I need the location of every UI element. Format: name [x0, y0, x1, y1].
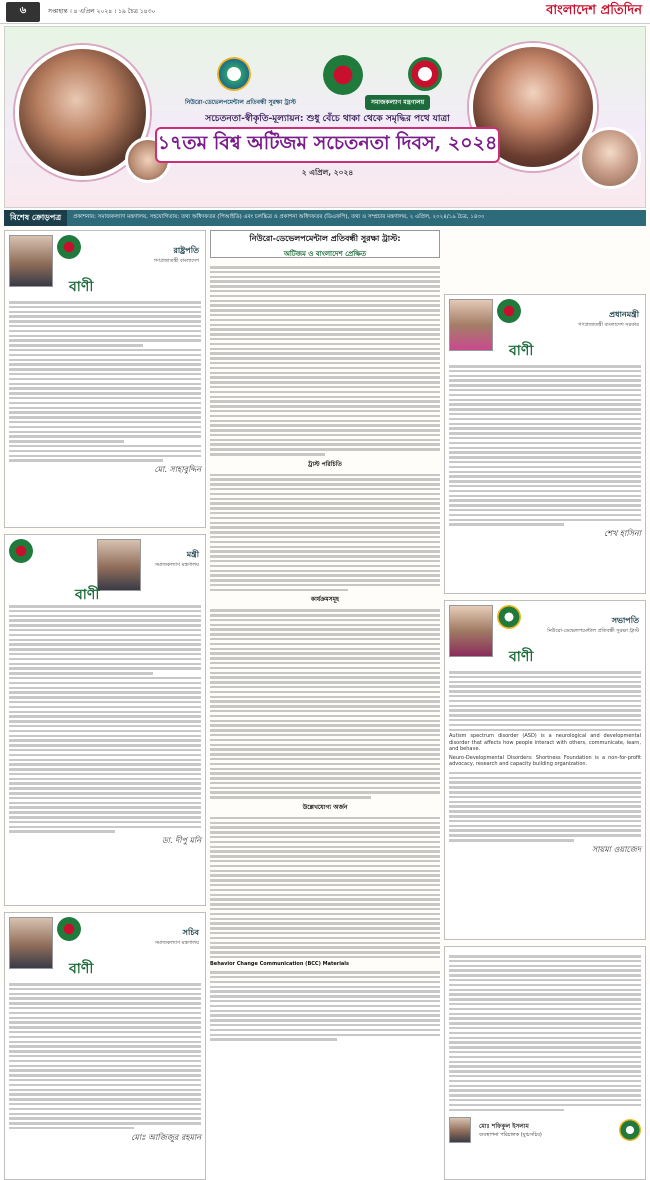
trust-label: নিউরো-ডেভেলপমেন্টাল প্রতিবন্ধী সুরক্ষা ট্রাস্ট [185, 99, 296, 106]
govt-seal-icon [57, 235, 81, 259]
activities-body [449, 955, 641, 1111]
message-role-sub: সমাজকল্যাণ মন্ত্রণালয় [154, 562, 199, 568]
message-body [9, 983, 201, 1129]
trust-logo-icon [619, 1119, 641, 1141]
md-portrait [449, 1117, 471, 1143]
section-heading: ট্রাস্ট পরিচিতি [308, 460, 342, 468]
right-column [444, 230, 646, 1138]
message-signature: সায়মা ওয়াজেদ [591, 844, 641, 854]
main-title: ১৭তম বিশ্ব অটিজম সচেতনতা দিবস, ২০২৪ [155, 127, 500, 163]
article-body [210, 262, 440, 1043]
message-body [9, 605, 201, 833]
secretary-message [4, 912, 206, 1180]
article-title-box [210, 230, 440, 258]
message-role-sub: গণপ্রজাতন্ত্রী বাংলাদেশ [153, 258, 199, 264]
campaign-banner [4, 26, 646, 208]
prime-minister-message [444, 294, 646, 594]
article-title: নিউরো-ডেভেলপমেন্টাল প্রতিবন্ধী সুরক্ষা ট্রাস্ট: [249, 234, 401, 243]
secretary-portrait [9, 917, 53, 969]
md-name: মোঃ শফিকুল ইসলাম [479, 1122, 529, 1130]
event-date: ২ এপ্রিল, ২০২৪ [301, 168, 354, 177]
message-role: সভাপতি [611, 616, 639, 625]
prime-minister-portrait [449, 299, 493, 351]
middle-column [210, 230, 440, 980]
message-role: মন্ত্রী [186, 550, 199, 559]
ministry-label: সমাজকল্যাণ মন্ত্রণালয় [365, 95, 430, 110]
dateline: সপ্তাহান্ত । ৪ এপ্রিল ২০২৪ । ১৯ চৈত্র ১৪৩০ [48, 8, 156, 15]
minister-portrait [97, 539, 141, 591]
page-number: ৬ [6, 2, 40, 22]
message-body [449, 365, 641, 526]
trust-activities-box [444, 946, 646, 1180]
message-role-sub: সমাজকল্যাণ মন্ত্রণালয় [154, 940, 199, 946]
banner-photo-right-small [579, 127, 641, 189]
section-heading: কার্যক্রমসমূহ [310, 596, 340, 604]
message-heading: বাণী [69, 961, 94, 977]
section-heading: উল্লেখযোগ্য অর্জন [302, 803, 348, 811]
govt-seal-icon [9, 539, 33, 563]
newspaper-brand[interactable]: বাংলাদেশ প্রতিদিন [546, 3, 642, 18]
message-heading: বাণী [509, 343, 534, 359]
ndd-paragraph: Neuro-Developmental Disorders: Shortness Foundation is a non-for-profit advocacy, research and capacity building organization. [449, 754, 641, 768]
message-role: রাষ্ট্রপতি [173, 246, 199, 255]
md-role: ব্যবস্থাপনা পরিচালক (যুগ্মসচিব) [479, 1131, 542, 1138]
message-signature: ডা. দীপু মনি [161, 836, 201, 846]
ministry-logo-icon [408, 57, 442, 91]
message-heading: বাণী [75, 587, 100, 603]
message-heading: বাণী [69, 279, 94, 295]
message-signature: শেখ হাসিনা [604, 529, 641, 539]
message-role: সচিব [182, 928, 199, 937]
message-body [9, 301, 201, 462]
supplement-bar [4, 210, 646, 226]
left-column [4, 230, 206, 1142]
message-body [449, 671, 641, 731]
message-role-sub: গণপ্রজাতন্ত্রী বাংলাদেশ সরকার [578, 322, 639, 328]
president-portrait [9, 235, 53, 287]
trust-logo-icon [217, 57, 251, 91]
supplement-tag: বিশেষ ক্রোড়পত্র [4, 210, 67, 226]
govt-seal-icon [497, 299, 521, 323]
asd-paragraph: Autism spectrum disorder (ASD) is a neurological and developmental disorder that affects how people interact with others, communicate, learn, and behave. [449, 733, 641, 753]
minister-message [4, 534, 206, 906]
president-message [4, 230, 206, 528]
trust-logo-icon [497, 605, 521, 629]
govt-seal-icon [57, 917, 81, 941]
govt-seal-icon [323, 55, 363, 95]
message-signature: মোঃ আজিজুর রহমান [131, 1132, 201, 1142]
page-header-strip [0, 0, 650, 24]
message-signature: মো. সাহাবুদ্দিন [154, 465, 201, 475]
article-subtitle: অটিজম ও বাংলাদেশ প্রেক্ষিত [283, 250, 367, 258]
bcc-materials-heading: Behavior Change Communication (BCC) Materials [210, 960, 349, 967]
message-role: প্রধানমন্ত্রী [609, 310, 639, 319]
campaign-slogan: সচেতনতা-স্বীকৃতি-মূল্যায়ন: শুধু বেঁচে থাকা থেকে সমৃদ্ধির পথে যাত্রা [205, 114, 450, 124]
message-heading: বাণী [509, 649, 534, 665]
chairman-portrait [449, 605, 493, 657]
message-role-sub: নিউরো-ডেভেলপমেন্টাল প্রতিবন্ধী সুরক্ষা ট্রাস্ট [547, 628, 639, 634]
supplement-credits: প্রকাশনায়: সমাজকল্যাণ মন্ত্রণালয়, সহযোগিতায়: তথ্য অধিদফতর (পিআইডি) এবং চলচ্চিত্র ও প্রকাশনা অধিদফতর (ডিএফপি), তথ্য ও সম্প্রচার মন্ত্রণালয়, ২ এপ্রিল, ২০২৪/১৯ চৈত্র, ১৪৩০ [73, 214, 485, 220]
chairman-message [444, 600, 646, 940]
